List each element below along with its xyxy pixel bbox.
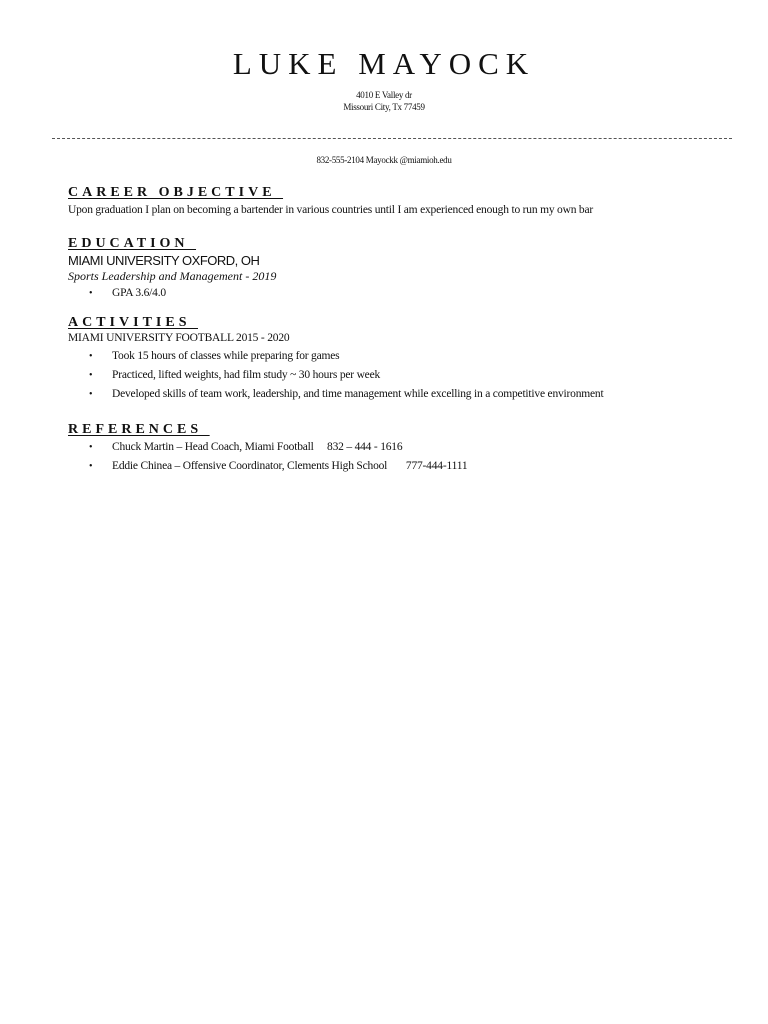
- bullet-icon: •: [89, 389, 93, 400]
- career-objective-heading: CAREER OBJECTIVE: [68, 185, 284, 200]
- bullet-icon: •: [89, 461, 93, 472]
- contact-info: 832-555-2104 Mayockk @miamioh.edu: [316, 155, 452, 165]
- bullet-icon: •: [89, 370, 93, 381]
- bullet-icon: •: [89, 351, 93, 362]
- education-bullet-item: [89, 287, 166, 299]
- career-objective-text: Upon graduation I plan on becoming a bartender in various countries until I am experienced enough to run my own bar: [68, 204, 594, 216]
- references-bullet-text: Eddie Chinea – Offensive Coordinator, Clements High School 777-444-1111: [112, 460, 468, 472]
- references-bullet-item: [89, 460, 467, 472]
- activities-bullet-item: [89, 388, 603, 400]
- education-heading: EDUCATION: [68, 236, 197, 251]
- education-bullet-text: GPA 3.6/4.0: [112, 287, 166, 299]
- address-line-2: Missouri City, Tx 77459: [343, 102, 425, 112]
- activities-heading: ACTIVITIES: [68, 315, 198, 330]
- bullet-icon: •: [89, 442, 93, 453]
- address-line-1: 4010 E Valley dr: [356, 90, 412, 100]
- activities-bullet-text: Practiced, lifted weights, had film study ~ 30 hours per week: [112, 369, 381, 381]
- activities-bullet-text: Took 15 hours of classes while preparing for games: [112, 350, 340, 362]
- dashed-divider: [52, 138, 732, 139]
- bullet-icon: •: [89, 288, 93, 299]
- activities-bullet-text: Developed skills of team work, leadership, and time management while excelling in a competitive environment: [112, 388, 604, 400]
- education-program: Sports Leadership and Management - 2019: [68, 269, 277, 283]
- activities-bullet-item: [89, 369, 380, 381]
- activities-title: MIAMI UNIVERSITY FOOTBALL 2015 - 2020: [68, 332, 290, 344]
- references-bullet-text: Chuck Martin – Head Coach, Miami Football 832 – 444 - 1616: [112, 441, 403, 453]
- references-bullet-item: [89, 441, 402, 453]
- references-heading: REFERENCES: [68, 422, 210, 437]
- activities-bullet-item: [89, 350, 339, 362]
- candidate-name: LUKE MAYOCK: [232, 46, 536, 81]
- education-school: MIAMI UNIVERSITY OXFORD, OH: [68, 253, 260, 268]
